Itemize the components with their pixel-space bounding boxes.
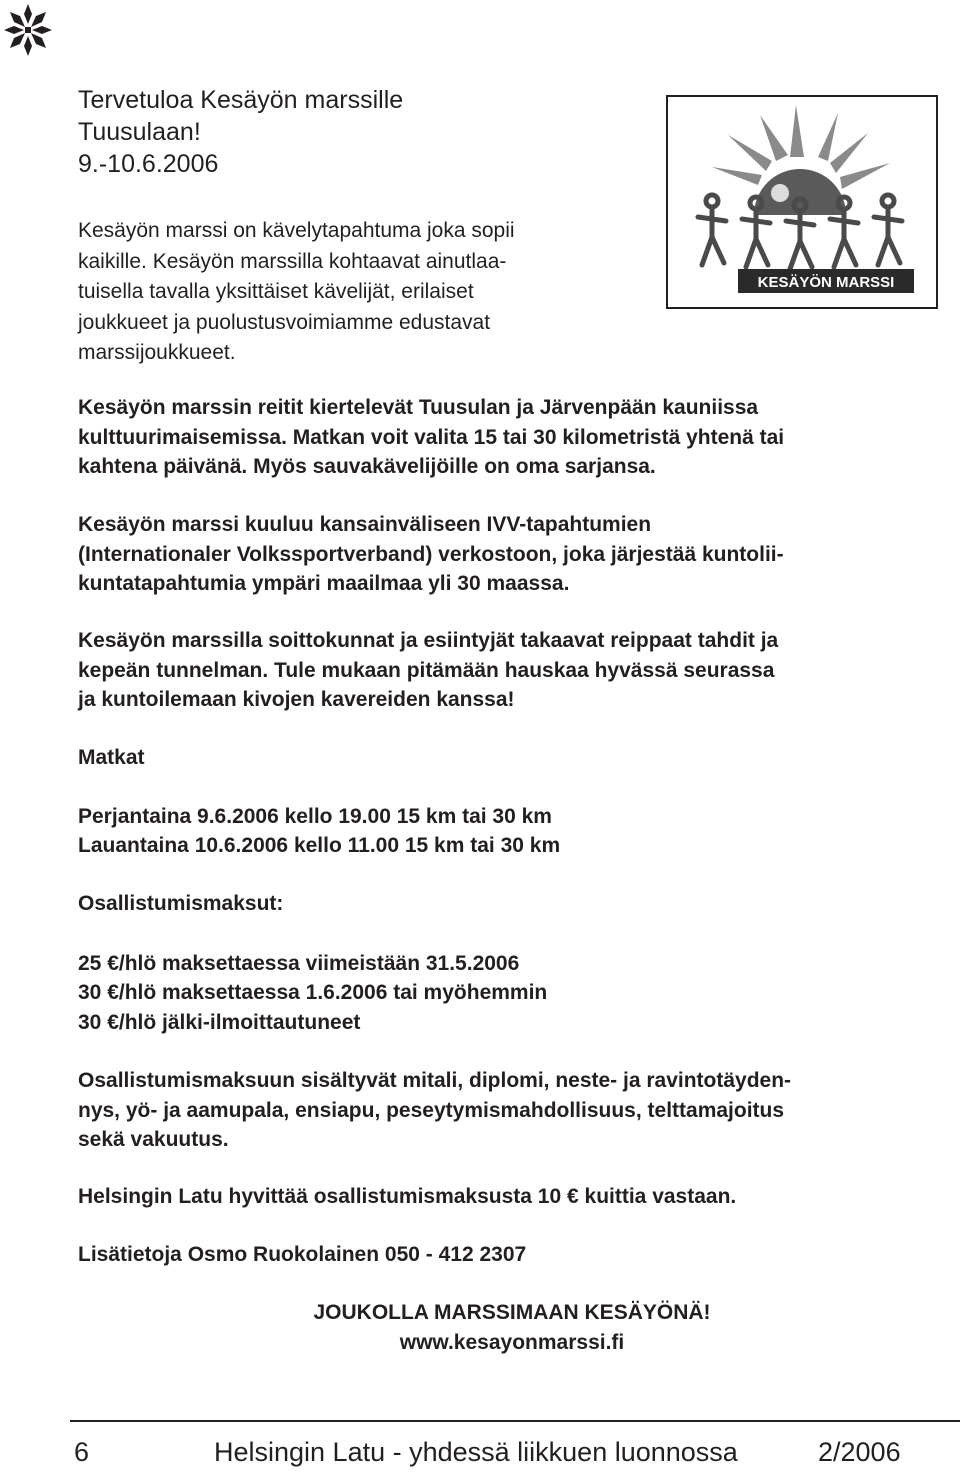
intro-line: tuisella tavalla yksittäiset kävelijät, erilaiset [78, 280, 474, 303]
footer-divider [70, 1420, 960, 1422]
intro-line: marssijoukkueet. [78, 341, 236, 364]
paragraph-line: Osallistumismaksuun sisältyvät mitali, diplomi, neste- ja ravintotäyden- [78, 1069, 792, 1092]
matkat-heading: Matkat [78, 746, 145, 769]
fee-item: 30 €/hlö maksettaessa 1.6.2006 tai myöhemmin [78, 981, 548, 1004]
logo-text: KESÄYÖN MARSSI [757, 274, 895, 291]
fee-item: 30 €/hlö jälki-ilmoittautuneet [78, 1011, 361, 1034]
publication-name: Helsingin Latu - yhdessä liikkuen luonnossa [214, 1437, 738, 1467]
fee-item: 25 €/hlö maksettaessa viimeistään 31.5.2006 [78, 952, 520, 975]
website-link[interactable]: www.kesayonmarssi.fi [399, 1331, 625, 1354]
slogan: JOUKOLLA MARSSIMAAN KESÄYÖNÄ! [313, 1301, 711, 1324]
contact-info: Lisätietoja Osmo Ruokolainen 050 - 412 2307 [78, 1243, 527, 1266]
paragraph-line: kahtena päivänä. Myös sauvakävelijöille on oma sarjansa. [78, 455, 656, 478]
refund-note: Helsingin Latu hyvittää osallistumismaksusta 10 € kuittia vastaan. [78, 1185, 737, 1208]
includes-paragraph [78, 1066, 958, 1155]
title-line: Tuusulaan! [78, 118, 201, 146]
paragraph-line: Kesäyön marssin reitit kiertelevät Tuusulan ja Järvenpään kauniissa [78, 396, 759, 419]
trip-item: Lauantaina 10.6.2006 kello 11.00 15 km tai 30 km [78, 834, 561, 857]
paragraph-line: (Internationaler Volkssportverband) verkostoon, joka järjestää kuntolii- [78, 542, 784, 566]
issue-number: 2/2006 [818, 1437, 901, 1467]
ivv-paragraph [78, 510, 958, 599]
paragraph-line: kulttuurimaisemissa. Matkan voit valita 15 tai 30 kilometristä yhtenä tai [78, 425, 785, 449]
page-number: 6 [74, 1437, 90, 1467]
paragraph-line: Kesäyön marssi kuuluu kansainväliseen IVV-tapahtumien [78, 513, 652, 536]
intro-line: kaikille. Kesäyön marssilla kohtaavat ainutlaa- [78, 249, 507, 273]
fees-heading: Osallistumismaksut: [78, 892, 284, 915]
routes-paragraph [78, 393, 958, 482]
paragraph-line: Kesäyön marssilla soittokunnat ja esiintyjät takaavat reippaat tahdit ja [78, 629, 779, 652]
trip-item: Perjantaina 9.6.2006 kello 19.00 15 km tai 30 km [78, 805, 552, 828]
paragraph-line: sekä vakuutus. [78, 1128, 229, 1151]
intro-paragraph [78, 216, 515, 369]
music-paragraph [78, 626, 958, 715]
intro-line: Kesäyön marssi on kävelytapahtuma joka sopii [78, 219, 515, 242]
paragraph-line: kepeän tunnelman. Tule mukaan pitämään hauskaa hyvässä seurassa [78, 658, 775, 682]
kesayon-marssi-logo-icon [668, 97, 936, 307]
snowflake-icon [0, 0, 56, 60]
paragraph-line: nys, yö- ja aamupala, ensiapu, peseytymismahdollisuus, telttamajoitus [78, 1098, 785, 1122]
title-line: Tervetuloa Kesäyön marssille [78, 86, 404, 114]
page-title [78, 84, 403, 180]
title-date: 9.-10.6.2006 [78, 150, 219, 178]
intro-line: joukkueet ja puolustusvoimiamme edustavat [78, 310, 491, 334]
closing-block [0, 1298, 960, 1358]
paragraph-line: ja kuntoilemaan kivojen kavereiden kanssa! [78, 688, 515, 711]
paragraph-line: kuntatapahtumia ympäri maailmaa yli 30 maassa. [78, 572, 570, 595]
event-logo [666, 95, 938, 309]
